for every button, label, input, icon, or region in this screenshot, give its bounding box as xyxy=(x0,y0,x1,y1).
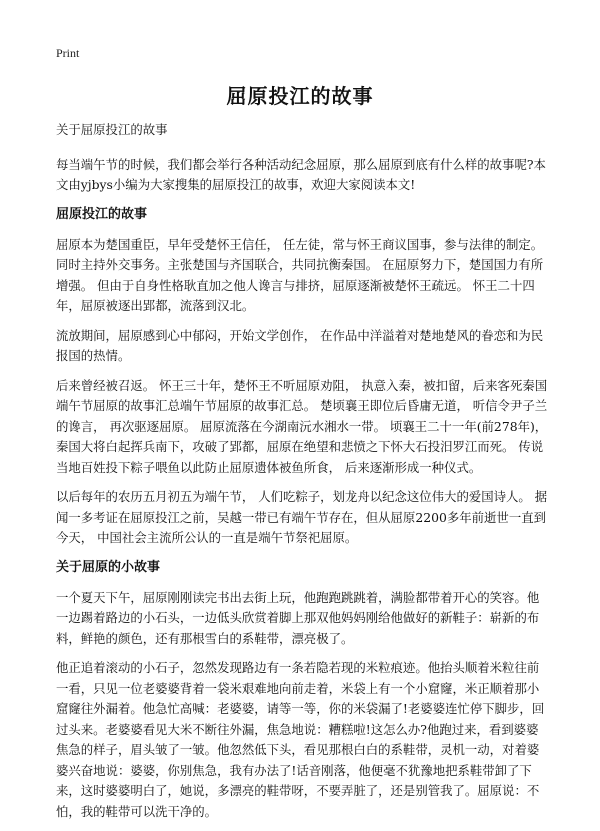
page-title: 屈原投江的故事 xyxy=(226,84,374,108)
paragraph: 后来曾经被召返。 怀王三十年，楚怀王不听屈原劝阻， 执意入秦，被扣留，后来客死秦国端午节屈原的故事汇总端午节屈原的故事汇总。 楚顷襄王即位后昏庸无道， 听信令尹子兰的谗言， 再次驱逐屈原。 屈原流落在今湖南沅水湘水一带。 顷襄王二十一年(前278年)，秦国大将白起挥兵南下，攻破了郢都，屈原在绝望和悲愤之下怀大石投汨罗江而死。 传说当地百姓投下粽子喂鱼以此防止屈原遗体被鱼所食， 后来逐渐形成一种仪式。 xyxy=(56,377,548,475)
paragraph: 屈原本为楚国重臣，早年受楚怀王信任， 任左徒，常与怀王商议国事，参与法律的制定。同时主持外交事务。主张楚国与齐国联合，共同抗衡秦国。 在屈原努力下，楚国国力有所增强。 但由于自身性格耿直加之他人谗言与排挤，屈原逐渐被楚怀王疏远。 怀王二十四年，屈原被逐出郢都，流落到汉北。 xyxy=(56,236,544,313)
section-heading-small-stories: 关于屈原的小故事 xyxy=(56,559,161,575)
paragraph: 一个夏天下午，屈原刚刚读完书出去街上玩，他跑跑跳跳着，满脸都带着开心的笑容。他一边踢着路边的小石头，一边低头欣赏着脚上那双他妈妈刚给他做好的新鞋子：崭新的布料，鲜艳的颜色，还有那根雪白的系鞋带，漂亮极了。 xyxy=(56,589,540,646)
article-body xyxy=(56,120,548,831)
article-subtitle: 关于屈原投江的故事 xyxy=(56,122,168,137)
section-heading-touhang: 屈原投江的故事 xyxy=(56,206,148,222)
paragraph: 他正追着滚动的小石子，忽然发现路边有一条若隐若现的米粒痕迹。他抬头顺着米粒往前一看，只见一位老婆婆背着一袋米艰难地向前走着，米袋上有一个小窟窿，米正顺着那小窟窿往外漏着。他急忙高喊：老婆婆，请等一等，你的米袋漏了!老婆婆连忙停下脚步，回过头来。老婆婆看见大米不断往外漏，焦急地说：糟糕啦!这怎么办?他跑过来，看到婆婆焦急的样子，眉头皱了一皱。他忽然低下头，看见那根白白的系鞋带，灵机一动，对着婆婆兴奋地说：婆婆，你别焦急，我有办法了!话音刚落，他便毫不犹豫地把系鞋带卸了下来，这时婆婆明白了，她说，多漂亮的鞋带呀，不要弄脏了，还是别管我了。屈原说：不怕，我的鞋带可以洗干净的。 xyxy=(56,660,545,819)
paragraph: 流放期间，屈原感到心中郁闷，开始文学创作， 在作品中洋溢着对楚地楚风的眷恋和为民报国的热情。 xyxy=(56,327,544,363)
print-link[interactable]: Print xyxy=(56,46,80,60)
paragraph: 以后每年的农历五月初五为端午节， 人们吃粽子，划龙舟以纪念这位伟大的爱国诗人。 据闻一多考证在屈原投江之前，吴越一带已有端午节存在，但从屈原2200多年前逝世一直到今天， 中国社会主流所公认的一直是端午节祭祀屈原。 xyxy=(56,489,548,545)
intro-paragraph: 每当端午节的时候，我们都会举行各种活动纪念屈原，那么屈原到底有什么样的故事呢?本文由yjbys小编为大家搜集的屈原投江的故事，欢迎大家阅读本文! xyxy=(56,156,546,192)
